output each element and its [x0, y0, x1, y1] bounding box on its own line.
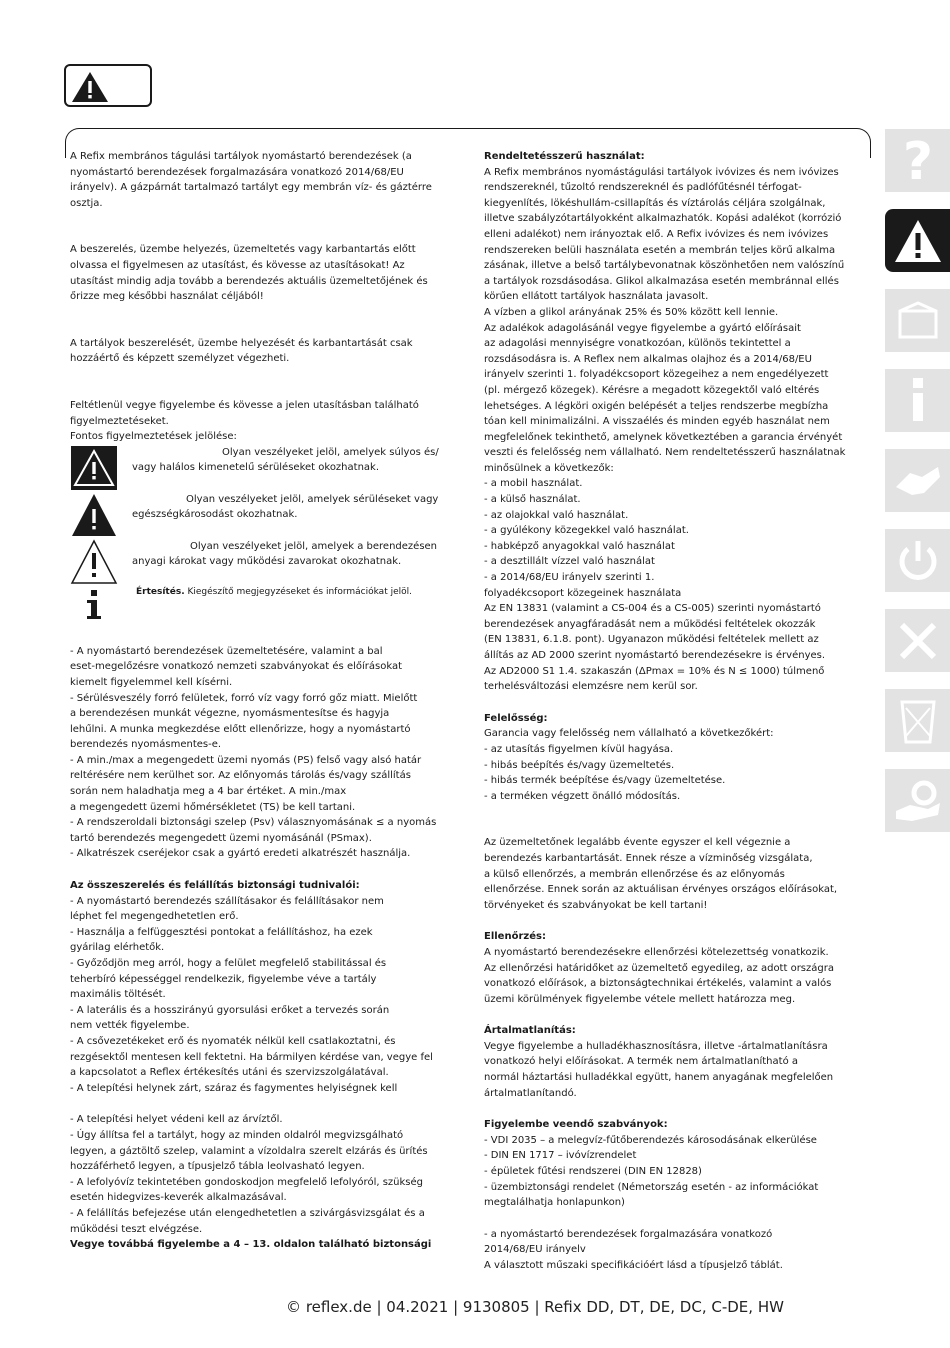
list-item: - a 2014/68/EU irányelv szerinti 1. folyadékcsoport közegeinek használata	[484, 572, 682, 599]
tab-power[interactable]	[885, 529, 950, 592]
list-item: - Használja a felfüggesztési pontokat a felállításhoz, ha ezek gyárilag elérhetők.	[70, 926, 373, 954]
info-icon	[903, 376, 933, 426]
list-item: - A laterális és a hosszirányú gyorsulási erőket a tervezés során nem vették figyelembe.	[70, 1004, 390, 1032]
standards-heading: Figyelembe veendő szabványok:	[484, 1119, 668, 1131]
question-icon	[898, 135, 938, 187]
list-item: - A telepítési helynek zárt, száraz és fagymentes helyiségnek kell	[70, 1082, 398, 1094]
warning-danger-row	[70, 445, 462, 492]
further-notes-line: Vegye továbbá figyelembe a 4 – 13. oldalon található biztonsági	[70, 1239, 432, 1251]
power-icon	[894, 537, 942, 585]
tab-warning[interactable]	[885, 209, 950, 272]
list-item: - A lefolyóvíz tekintetében gondoskodjon megfelelő lefolyóról, szükség esetén hidegvizes-keverék alkalmazásával.	[70, 1176, 423, 1204]
list-item: - az olajokkal való használat.	[484, 509, 629, 521]
right-column	[484, 149, 866, 1274]
list-item: - A felállítás befejezése után elengedhetetlen a szivárgásvizsgálat és a működési teszt elvégzése.	[70, 1207, 425, 1235]
waste-bin-icon	[896, 696, 940, 746]
list-item: - Sérülésveszély forró felületek, forró víz vagy forró gőz miatt. Mielőtt a berendezésen munkát végezne, nyomásmentesítse és hagyja lehűlni. A munka megkezdése előtt ellenőrizze, hogy a nyomástartó berendezés nyomásmentes-e.	[70, 692, 418, 751]
material-warning-icon	[70, 539, 118, 585]
warning-icon	[892, 217, 944, 265]
list-item: - A nyomástartó berendezés szállításakor és felállításakor nem léphet fel megengedhetetlen erő.	[70, 895, 384, 923]
installation-list	[70, 1112, 462, 1237]
list-item: - a mobil használat.	[484, 478, 583, 490]
svg-text:?: ?	[902, 134, 933, 187]
tab-handshake[interactable]	[885, 449, 950, 512]
list-item: - A min./max a megengedett üzemi nyomás (PS) felső vagy alsó határ reltérésére nem kerülhet sor. Az előnyomás tárolás és/vagy szállítás során nem haladhatja meg a 4 bar értéket. A min./max a megengedett üzemi hőmérsékletet (TS) be kell tartani.	[70, 754, 422, 813]
intended-use-paragraph: A Refix membrános nyomástágulási tartályok ivóvizes és nem ivóvizes rendszereknél, tűzoltó rendszereknél és padlófűtésnél térfogat- kiegyenlítés, lökéshullám-csillapítás és víztárolás céljára szolgálnak, illetve szabályzótartályokként alkalmazhatók. Kopási adalékot (korrózió elleni adalékot) nem irányoztak elő. A Refix ivóvizes és nem ivóvizes rendszereken belüli használata esetén a membrán teljes körű alkalma zásának, illetve a belső tartálybevonatnak köszönhetően nem valószínű a tartályok rozsdásodása. Glikol alkalmazása esetén membránnal ellés körűen ellátott tartályok használata javasolt. A vízben a glikol arányának 25% és 50% között kell lennie. Az adalékok adagolásánál vegye figyelembe a gyártó előírásait az adagolási mennyiségre vonatkozóan, különös tekintettel a rozsdásodásra is. A Reflex nem alkalmas olajhoz és a 2014/68/EU irányelv szerinti 1. folyadékcsoport közegeihez a nem engedélyezett (pl. mérgező közegek). Kérésre a megadott közegektől való eltérés lehetséges. A légköri oxigén belépését a teljes rendszerbe megbízha tóan kell minimalizálni. A visszaélés és minden egyéb használat nem megfelelőnek tekinthető, amelynek következtében a garancia érvényét veszti és felelősség nem vállalható. Nem rendeltetésszerű használatnak minősülnek a következők:	[484, 166, 846, 474]
general-safety-list	[70, 644, 462, 862]
list-item: - A rendszeroldali biztonsági szelep (Psv) válasznyomásának ≤ a nyomás tartó berendezés megengedett üzemi nyomásánál (PSmax).	[70, 817, 437, 844]
info-label: Értesítés.	[136, 586, 185, 597]
list-item: - a külső használat.	[484, 494, 581, 506]
list-item: - habképző anyagokkal való használat	[484, 540, 675, 552]
warning-danger-text-1: Olyan veszélyeket jelöl, amelyek súlyos és/	[222, 446, 439, 458]
fatigue-paragraph: Az EN 13831 (valamint a CS-004 és a CS-005) szerinti nyomástartó berendezések anyagfáradását nem a működési feltételek okozzák (EN 13831, 6.1.8. pont). Ugyanazon működési feltételek mellett az állítás az AD 2000 szerint nyomástartó berendezésekre is érvényes. Az AD2000 S1 1.4. szakaszán (ΔPmax = 10% és N ≤ 1000) túlmenő terhelésváltozási elemzésre nem kerül sor.	[484, 603, 826, 693]
assembly-safety-heading: Az összeszerelés és felállítás biztonsági tudnivalói:	[70, 880, 360, 892]
info-row	[70, 586, 462, 644]
liability-paragraph: Garancia vagy felelősség nem vállalható a következőkért: - az utasítás figyelmen kívül hagyása. - hibás beépítés és/vagy üzemeltetés. - hibás termék beépítése és/vagy üzemeltetése. - a terméken végzett önálló módosítás.	[484, 728, 774, 802]
inspection-heading: Ellenőrzés:	[484, 931, 546, 943]
danger-warning-icon	[70, 445, 118, 491]
list-item: - A telepítési helyet védeni kell az árvíztől.	[70, 1114, 283, 1126]
warning-caution-text-2: egészségkárosodást okozhatnak.	[132, 508, 298, 520]
list-item: - A csővezetékeket erő és nyomaték nélkül kell csatlakoztatni, és rezgésektől mentesen kell fektetni. Ha bármilyen kérdése van, vegye fel a kapcsolatot a Reflex értékesítés utáni és szervizszolgálatával.	[70, 1035, 433, 1079]
warning-material-text-2: anyagi károkat vagy működési zavarokat okozhatnak.	[132, 555, 402, 567]
warning-icon	[68, 70, 112, 104]
service-hand-icon	[892, 777, 944, 825]
list-item: - A nyomástartó berendezések üzemeltetésére, valamint a bal eset-megelőzésre vonatkozó nemzeti szabványokat és előírásokat kiemelt figyelemmel kell kísérni.	[70, 645, 402, 688]
assembly-safety-list	[70, 894, 462, 1097]
inspection-paragraph: A nyomástartó berendezésekre ellenőrzési kötelezettség vonatkozik. Az ellenőrzési határidőket az üzemeltető egyedileg, az adott országra vonatkozó előírások, a biztonságtechnikai értékelés, valamint a valós üzemi körülmények figyelembe vétele mellett határozza meg.	[484, 946, 834, 1005]
warning-danger-text-2: vagy halálos kimenetelű sérüléseket okozhatnak.	[132, 461, 380, 473]
handshake-icon	[892, 459, 944, 503]
box-icon	[894, 297, 942, 345]
left-column	[70, 149, 462, 1253]
intro-paragraph: A Refix membrános tágulási tartályok nyomástartó berendezések (a nyomástartó berendezések forgalmazására vonatkozó 2014/68/EU irányelv). A gázpárnát tartalmazó tartályt egy membrán víz- és gáztérre osztja.	[70, 151, 432, 209]
info-icon	[70, 590, 118, 622]
disposal-paragraph: Vegye figyelembe a hulladékhasznosításra, illetve -ártalmatlanításra vonatkozó helyi előírásokat. A termék nem ártalmatlanítható a normál háztartási hulladékkal együtt, hanem anyagának megfelelően ártalmatlanítandó.	[484, 1040, 834, 1099]
tab-info[interactable]	[885, 369, 950, 432]
warning-material-row	[70, 539, 462, 586]
info-text: Kiegészítő megjegyzéseket és információkat jelöl.	[184, 586, 412, 597]
improper-use-list	[484, 476, 866, 601]
tab-box[interactable]	[885, 289, 950, 352]
tools-icon	[894, 617, 942, 665]
tab-question[interactable]	[885, 129, 950, 192]
read-instructions-paragraph: A beszerelés, üzembe helyezés, üzemeltetés vagy karbantartás előtt olvassa el figyelmesen az utasítást, és kövesse az utasításokat! Az utasítást mindig adja tovább a berendezés aktuális üzemeltetőjének és őrizze meg későbbi használat céljából!	[70, 244, 428, 303]
list-item: - Úgy állítsa fel a tartályt, hogy az minden oldalról megvizsgálható legyen, a gáztöltő szelep, valamint a vízoldalra szerelt elzárás és ürítés hozzáférhető legyen, a típusjelző tábla leolvasható legyen.	[70, 1129, 428, 1173]
standards-list: - VDI 2035 – a melegvíz-fűtőberendezés károsodásának elkerülése - DIN EN 1717 – ivóvízrendelet - épületek fűtési rendszerei (DIN EN 12828) - üzembiztonsági rendelet (Németország esetén - az információkat megtalálhatja honlapunkon)	[484, 1134, 819, 1209]
list-item: - Győződjön meg arról, hogy a felület megfelelő stabilitással és teherbíró képességgel rendelkezik, figyelembe véve a tartály maximális töltését.	[70, 958, 387, 1001]
tab-service[interactable]	[885, 769, 950, 832]
warning-caution-text-1: Olyan veszélyeket jelöl, amelyek sérüléseket vagy	[186, 493, 439, 505]
header-warning-box	[64, 64, 152, 107]
directive-paragraph: - a nyomástartó berendezések forgalmazására vonatkozó 2014/68/EU irányelv A választott műszaki specifikációért lásd a típusjelző táblát.	[484, 1228, 783, 1271]
disposal-heading: Ártalmatlanítás:	[484, 1025, 576, 1037]
list-item: - Alkatrészek cseréjekor csak a gyártó eredeti alkatrészét használja.	[70, 848, 411, 860]
footer: © reflex.de | 04.2021 | 9130805 | Refix DD, DT, DE, DC, C-DE, HW	[286, 1298, 784, 1316]
caution-warning-icon	[70, 492, 118, 538]
qualified-staff-paragraph: A tartályok beszerelését, üzembe helyezését és karbantartását csak hozzáértő és képzett személyzet végezheti.	[70, 337, 413, 365]
warning-material-text-1: Olyan veszélyeket jelöl, amelyek a berendezésen	[190, 540, 438, 552]
intended-use-heading: Rendeltetésszerű használat:	[484, 151, 645, 162]
tab-tools[interactable]	[885, 609, 950, 672]
list-item: - a desztillált vízzel való használat	[484, 556, 655, 568]
tab-waste[interactable]	[885, 689, 950, 752]
warnings-intro: Feltétlenül vegye figyelembe és kövesse a jelen utasításban található figyelmeztetéseket. Fontos figyelmeztetések jelölése:	[70, 399, 419, 443]
warning-caution-row	[70, 492, 462, 539]
liability-heading: Felelősség:	[484, 712, 548, 724]
list-item: - a gyúlékony közegekkel való használat.	[484, 525, 689, 537]
maintenance-paragraph: Az üzemeltetőnek legalább évente egyszer el kell végeznie a berendezés karbantartását. Ennek része a vízminőség vizsgálata, a külső ellenőrzés, a membrán ellenőrzése és az előnyomás ellenőrzése. Ennek során az aktuálisan érvényes országos előírásokat, törvényeket és szabványokat be kell tartani!	[484, 837, 838, 911]
